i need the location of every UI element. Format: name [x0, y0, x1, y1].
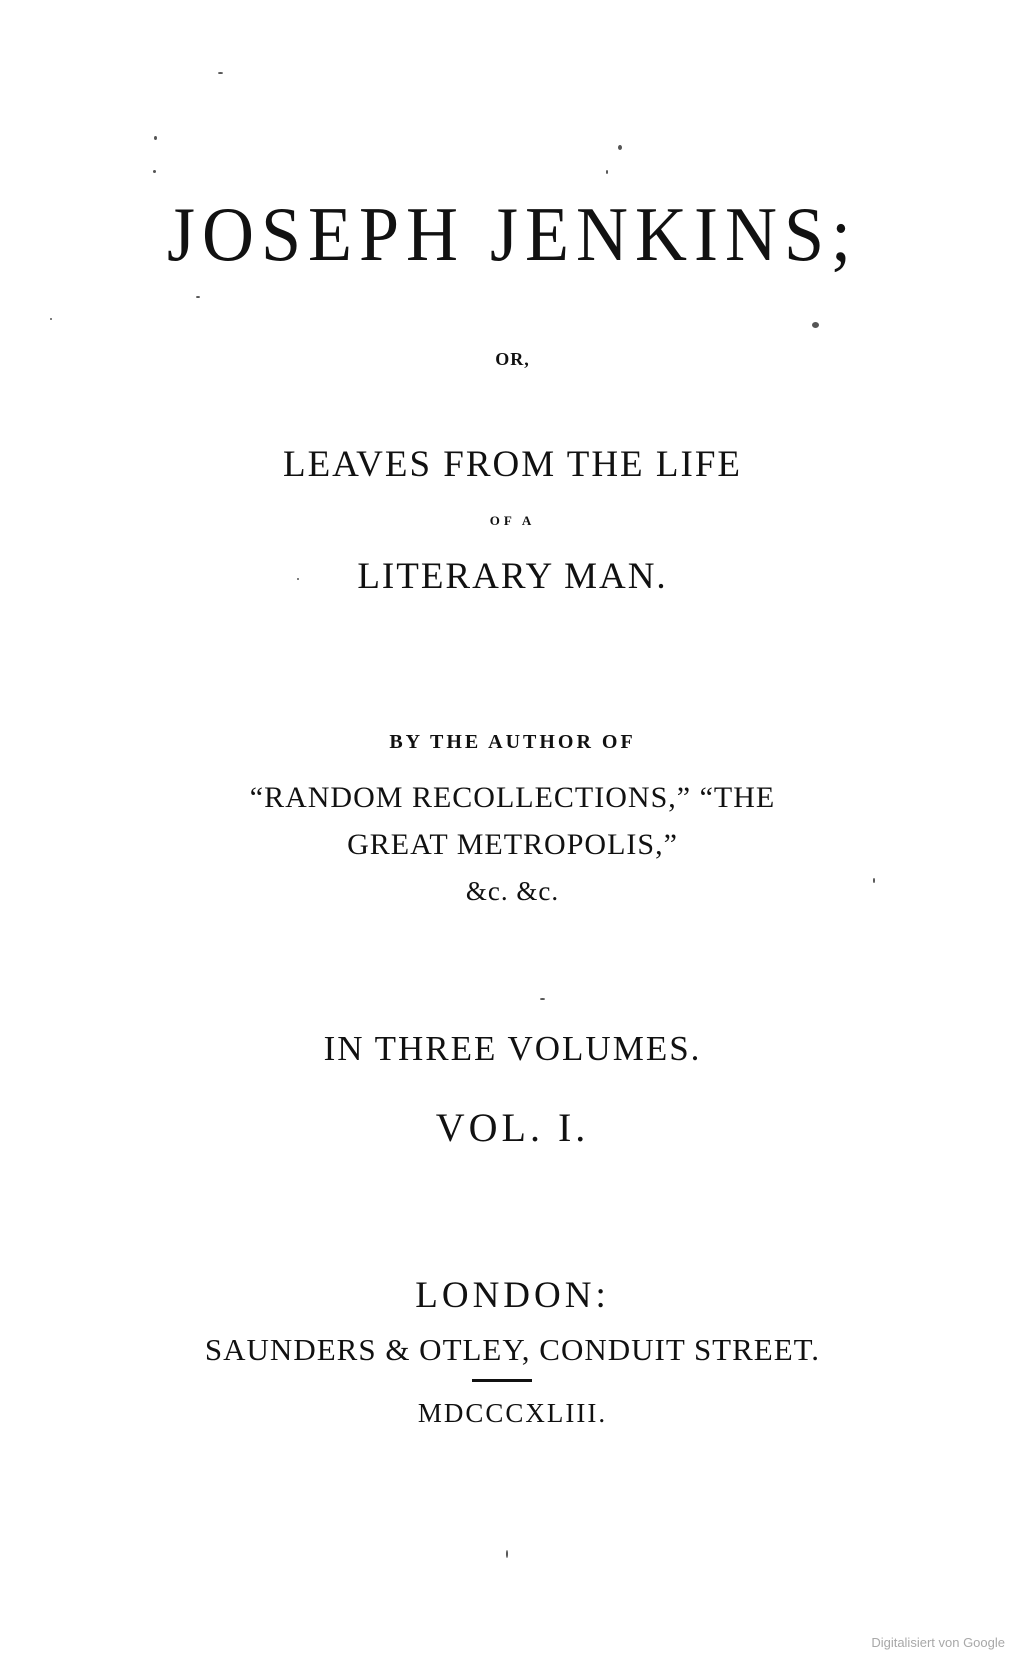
author-byline: BY THE AUTHOR OF: [389, 731, 636, 753]
subtitle-line-1: LEAVES FROM THE LIFE: [282, 444, 743, 485]
publication-date: MDCCCXLIII.: [417, 1398, 608, 1428]
paper-speck: [506, 1550, 508, 1558]
digitization-watermark: Digitalisiert von Google: [871, 1635, 1005, 1650]
paper-speck: [618, 145, 622, 150]
paper-speck: [196, 296, 200, 298]
paper-speck: [50, 318, 52, 320]
volume-number: VOL. I.: [435, 1105, 590, 1150]
paper-speck: [540, 998, 545, 1000]
publisher: SAUNDERS & OTLEY, CONDUIT STREET.: [204, 1332, 821, 1367]
divider-rule: [472, 1379, 532, 1382]
paper-speck: [218, 72, 223, 74]
subtitle-line-2: LITERARY MAN.: [357, 556, 668, 597]
paper-speck: [297, 578, 299, 580]
subtitle-connector: OF A: [489, 513, 536, 528]
previous-works-line-3: &c. &c.: [465, 876, 560, 906]
volume-count: IN THREE VOLUMES.: [323, 1029, 702, 1068]
paper-speck: [606, 170, 608, 174]
previous-works-line-2: GREAT METROPOLIS,”: [347, 828, 678, 861]
paper-speck: [154, 136, 157, 140]
previous-works-line-1: “RANDOM RECOLLECTIONS,” “THE: [249, 781, 776, 814]
book-title: JOSEPH JENKINS;: [166, 190, 859, 278]
alternate-title-connector: OR,: [495, 349, 530, 369]
publication-place: LONDON:: [415, 1275, 610, 1316]
paper-speck: [812, 322, 819, 328]
paper-speck: [153, 170, 156, 173]
paper-speck: [873, 878, 875, 883]
